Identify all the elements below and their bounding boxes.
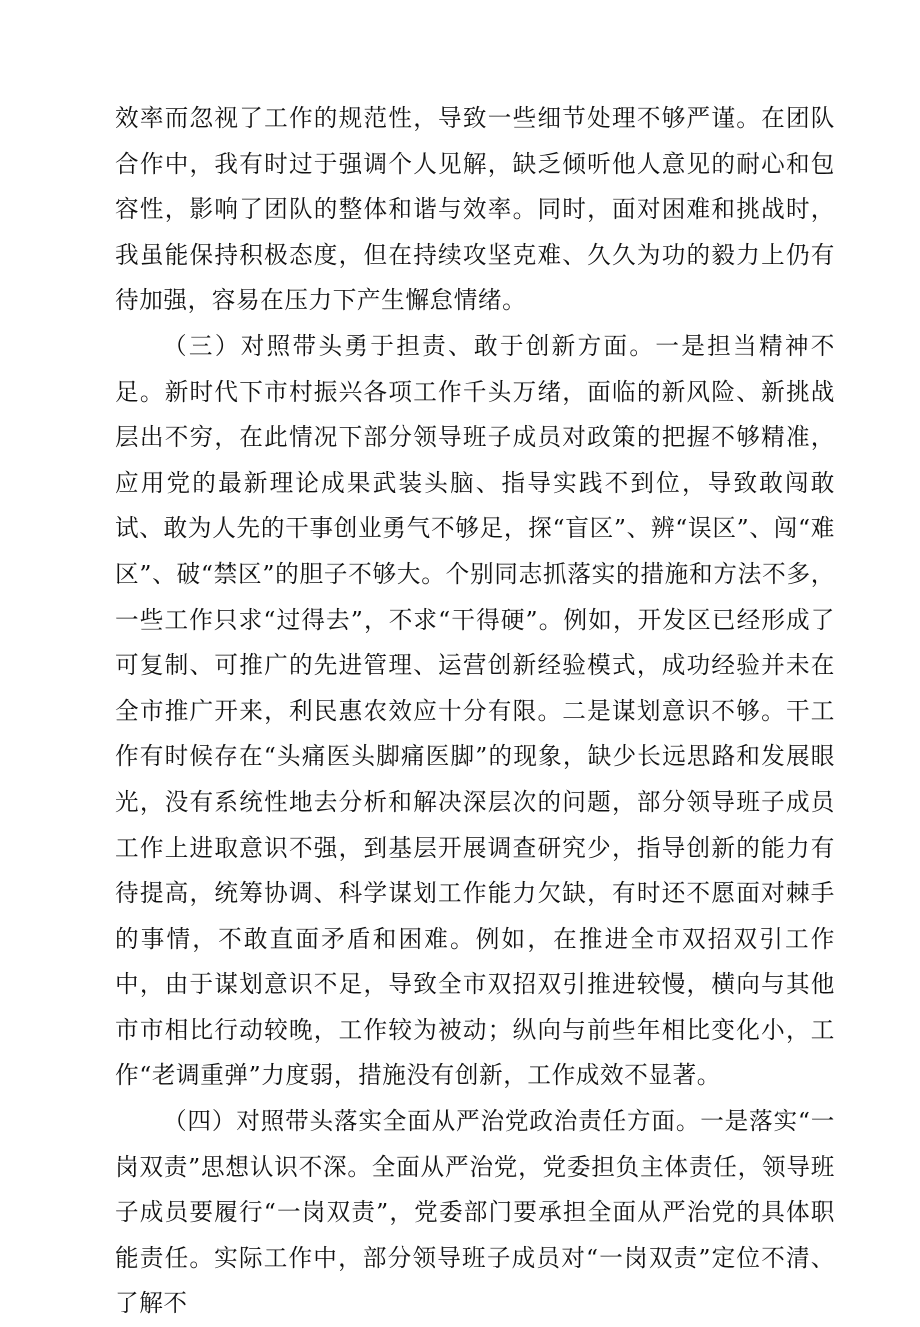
paragraph-section-three: （三）对照带头勇于担责、敢于创新方面。一是担当精神不足。新时代下市村振兴各项工作千头万绪，面临的新风险、新挑战层出不穷，在此情况下部分领导班子成员对政策的把握不够精准，应用党的最新理论成果武装头脑、指导实践不到位，导致敢闯敢试、敢为人先的干事创业勇气不够足，探“盲区”、辨“误区”、闯“难区”、破“禁区”的胆子不够大。个别同志抓落实的措施和方法不多，一些工作只求“过得去”，不求“干得硬”。例如，开发区已经形成了可复制、可推广的先进管理、运营创新经验模式，成功经验并未在全市推广开来，利民惠农效应十分有限。二是谋划意识不够。干工作有时候存在“头痛医头脚痛医脚”的现象，缺少长远思路和发展眼光，没有系统性地去分析和解决深层次的问题，部分领导班子成员工作上进取意识不强，到基层开展调查研究少，指导创新的能力有待提高，统筹协调、科学谋划工作能力欠缺，有时还不愿面对棘手的事情，不敢直面矛盾和困难。例如，在推进全市双招双引工作中，由于谋划意识不足，导致全市双招双引推进较慢，横向与其他市市相比行动较晚，工作较为被动；纵向与前些年相比变化小，工作“老调重弹”力度弱，措施没有创新，工作成效不显著。 <box>115 331 835 1090</box>
paragraph-continued: 效率而忽视了工作的规范性，导致一些细节处理不够严谨。在团队合作中，我有时过于强调个人见解，缺乏倾听他人意见的耐心和包容性，影响了团队的整体和谐与效率。同时，面对困难和挑战时，我虽能保持积极态度，但在持续攻坚克难、久久为功的毅力上仍有待加强，容易在压力下产生懈怠情绪。 <box>115 104 835 315</box>
document-page <box>115 96 835 1327</box>
paragraph-section-four: （四）对照带头落实全面从严治党政治责任方面。一是落实“一岗双责”思想认识不深。全面从严治党，党委担负主体责任，领导班子成员要履行“一岗双责”，党委部门要承担全面从严治党的具体职能责任。实际工作中，部分领导班子成员对“一岗双责”定位不清、了解不 <box>115 1107 835 1318</box>
